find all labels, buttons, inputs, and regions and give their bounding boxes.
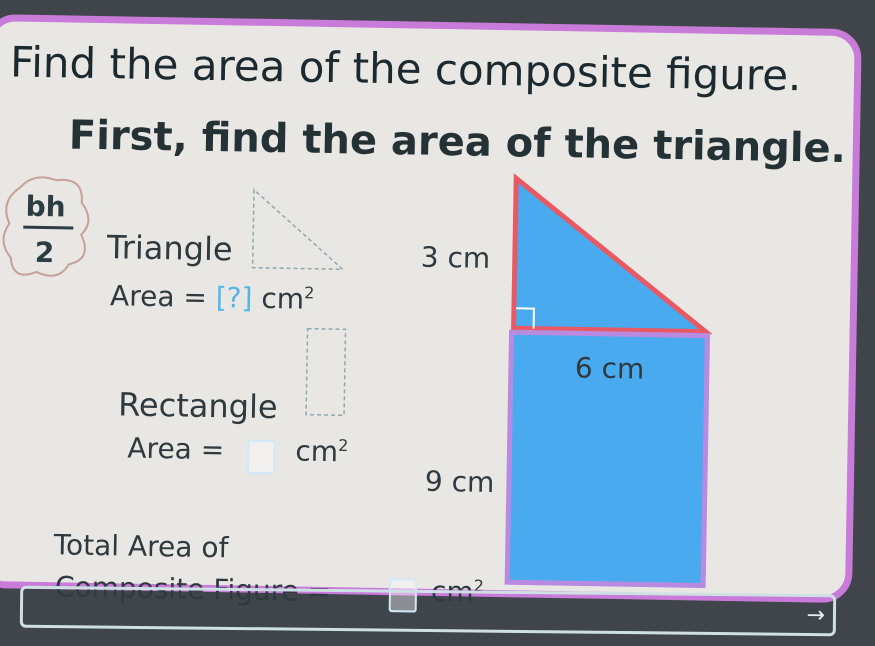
total-exponent: 2 [473, 576, 485, 596]
triangle-label: Triangle [106, 228, 233, 269]
triangle-height-label: 3 cm [420, 240, 491, 275]
total-label-line2: Composite Figure = [54, 570, 332, 609]
rectangle-label: Rectangle [117, 385, 278, 427]
rectangle-area-label: Area = [127, 431, 225, 467]
rectangle-area-unit: cm [295, 434, 339, 469]
triangle-answer-input[interactable]: [?] [215, 281, 253, 315]
figure-triangle [514, 178, 709, 331]
total-unit: cm [430, 574, 474, 609]
triangle-area-row [110, 279, 315, 316]
formula-hint [0, 171, 96, 285]
next-button[interactable] [20, 586, 836, 637]
question-title: Find the area of the composite figure. [9, 37, 802, 101]
question-subtitle: First, find the area of the triangle. [68, 112, 847, 173]
triangle-area-unit: cm [261, 281, 305, 316]
rectangle-thumbnail-icon [304, 327, 350, 420]
rectangle-area-exponent: 2 [338, 435, 349, 456]
rectangle-height-label: 9 cm [424, 464, 495, 499]
formula-numerator: bh [25, 189, 66, 224]
total-label-line1: Total Area of [53, 528, 229, 565]
shared-width-label: 6 cm [574, 351, 645, 386]
triangle-thumbnail-icon [251, 186, 352, 274]
arrow-right-icon: → [806, 602, 826, 629]
question-panel [0, 14, 862, 609]
formula-denominator: 2 [34, 235, 55, 270]
triangle-area-label: Area = [109, 279, 208, 314]
rectangle-answer-input[interactable] [247, 440, 276, 474]
rectangle-area-row [127, 432, 224, 467]
rectangle-area-unit-wrap [295, 434, 348, 468]
triangle-area-exponent: 2 [304, 283, 315, 303]
